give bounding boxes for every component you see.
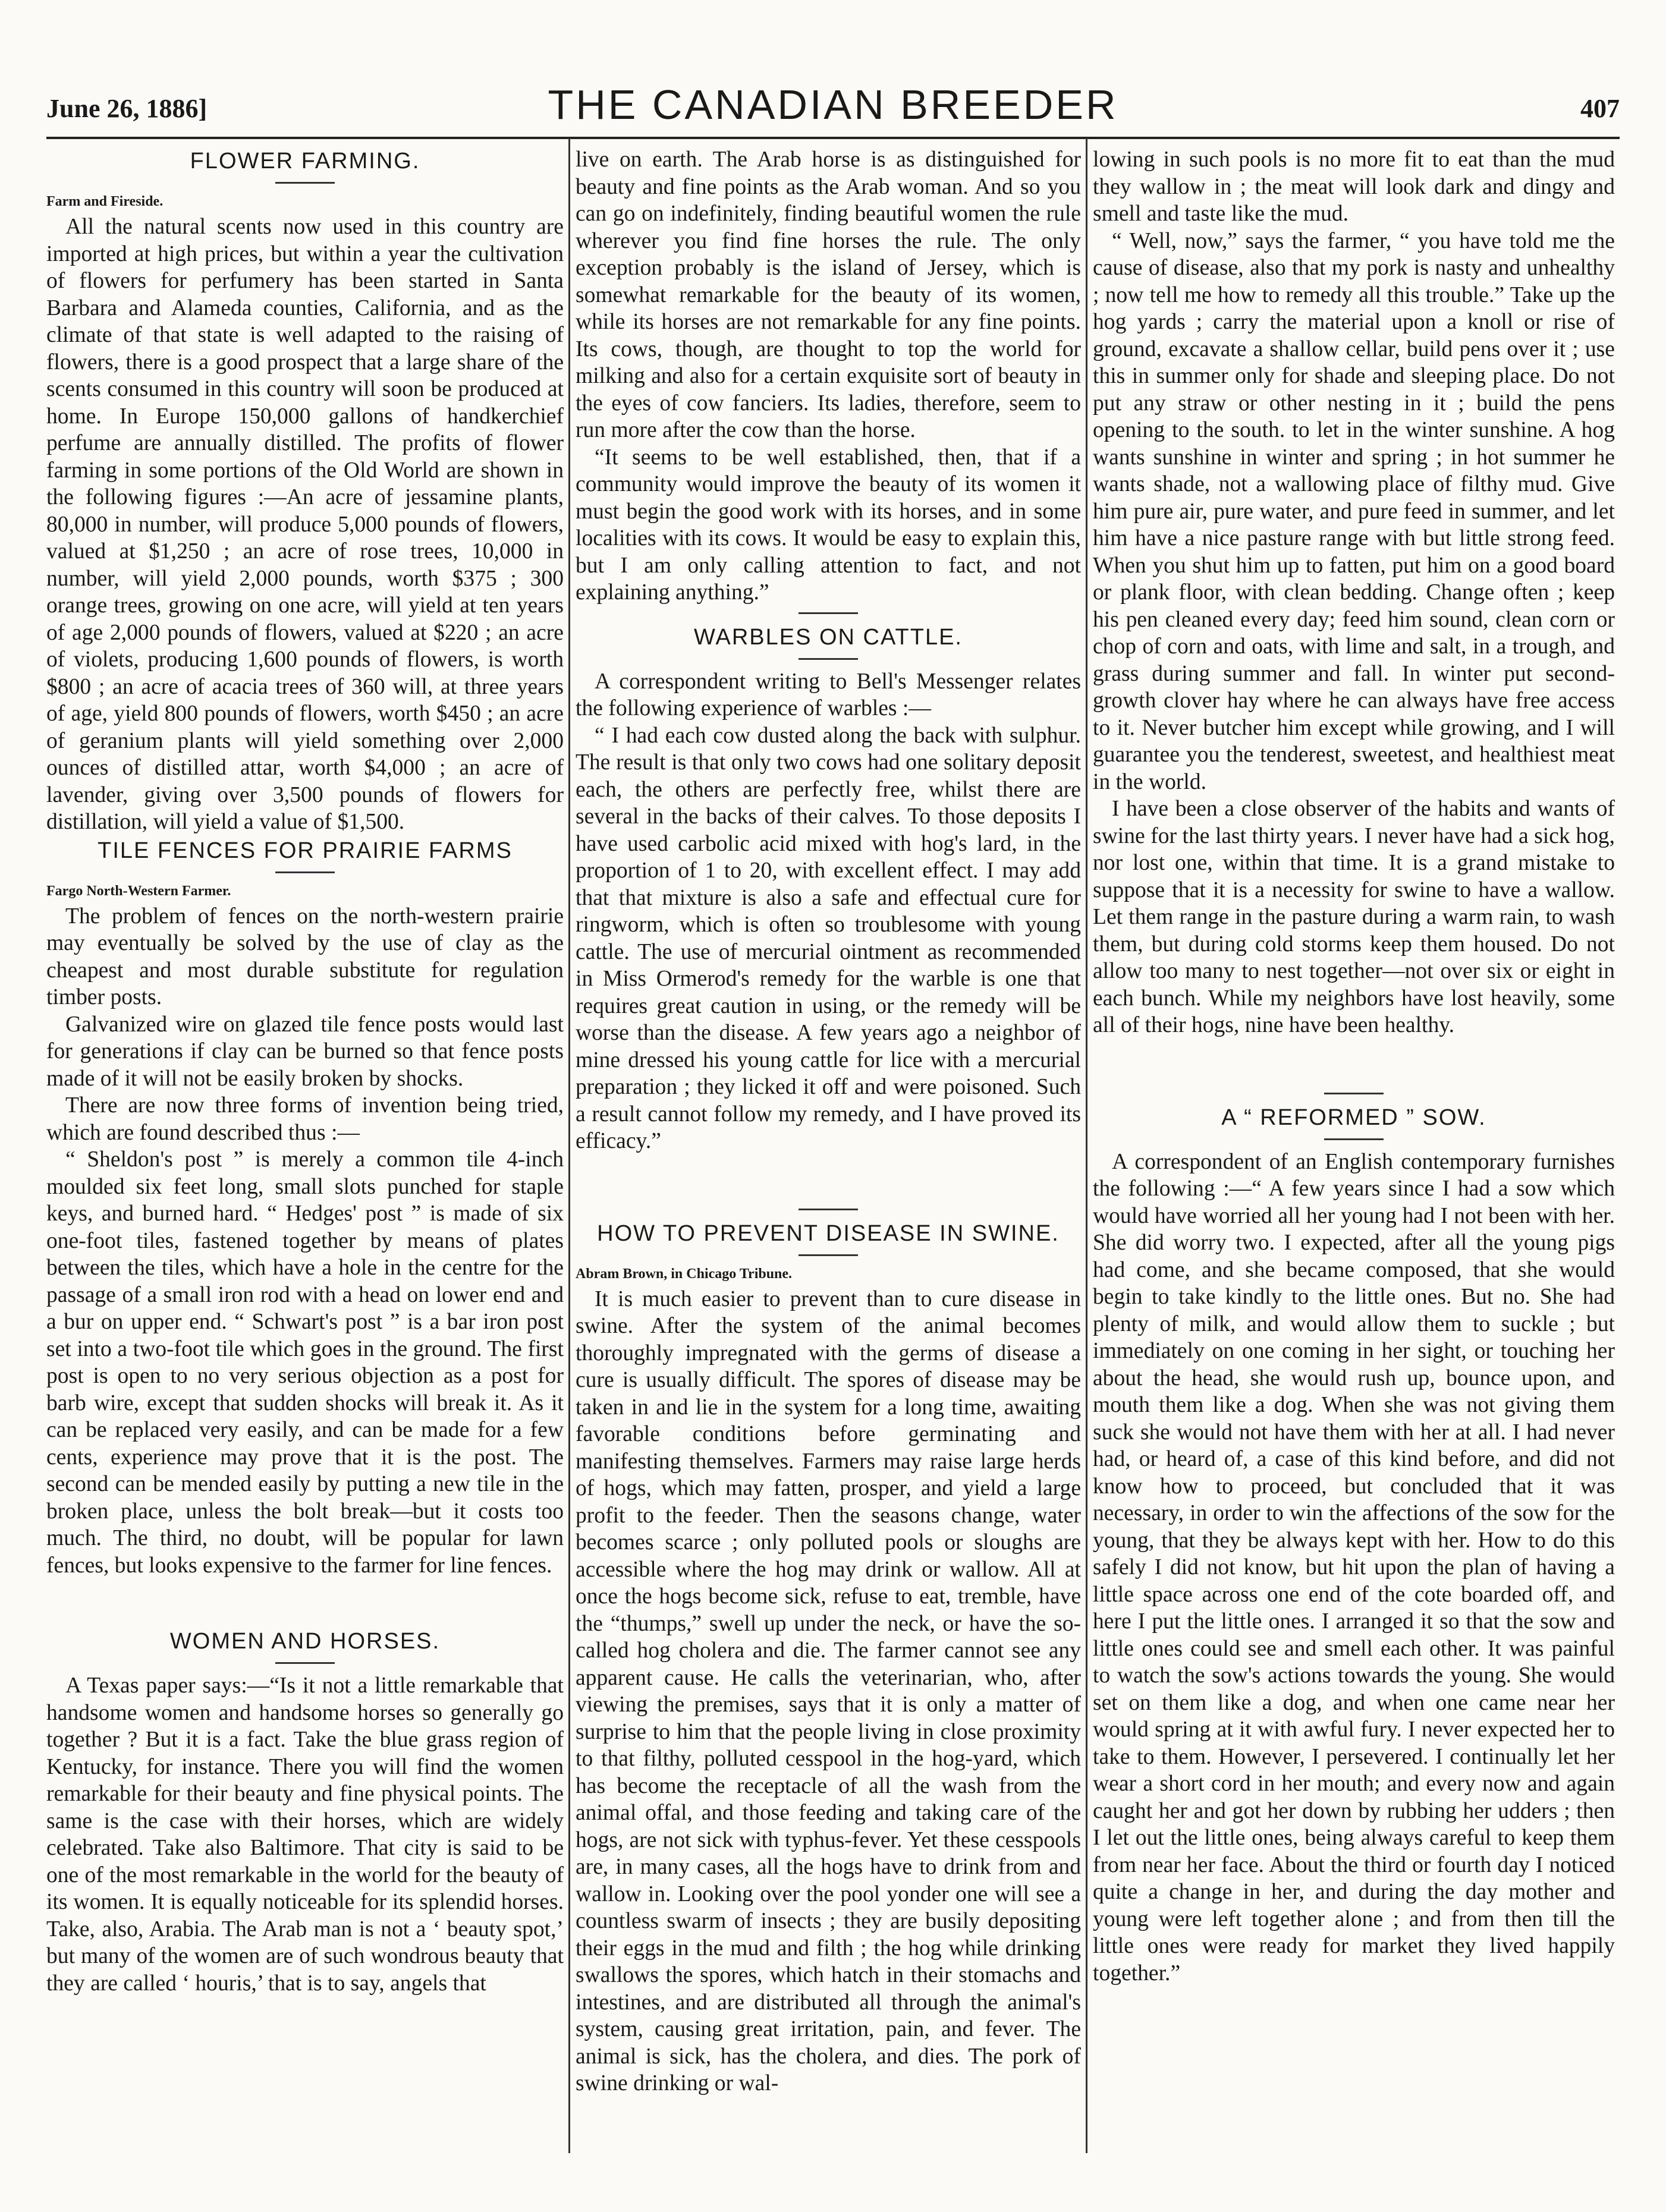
column-divider (1086, 138, 1087, 2153)
article-paragraph: lowing in such pools is no more fit to eat than the mud they wallow in ; the meat will look dark and dingy and smell and taste like the mud. (1093, 147, 1615, 226)
section-rule (799, 658, 858, 660)
article-headline: HOW TO PREVENT DISEASE IN SWINE. (597, 1220, 1060, 1246)
spacer (576, 1155, 1081, 1203)
page-number: 407 (1580, 94, 1620, 123)
article-source: Fargo North-Western Farmer. (46, 883, 231, 899)
column-2 (576, 146, 1081, 2156)
article-paragraph: I have been a close observer of the habits and wants of swine for the last thirty years. I never have had a sick hog, nor lost one, within that time. It is a grand mistake to suppose that it is a necessity for swine to have a wallow. Let them range in the pasture during a warm rain, to wash them, but during cold storms keep them housed. Do not allow too many to nest together—not over six or eight in each bunch. While my neighbors have lost heavily, some all of their hogs, nine have been healthy. (1093, 797, 1615, 1037)
article-paragraph: “ Sheldon's post ” is merely a common tile 4-inch moulded six feet long, small slots punched for staple keys, and burned hard. “ Hedges' post ” is made of six one-foot tiles, fastened together by means of plates between the tiles, which have a hole in the centre for the passage of a small iron rod with a head on lower end and a bur on upper end. “ Schwart's post ” is a bar iron post set into a two-foot tile which goes in the ground. The first post is open to no very serious objection as a post for barb wire, except that sudden shocks will break it. As it can be replaced very easily, and can be made for a few cents, experience may prove that it is the post. The second can be mended easily by putting a new tile in the broken place, unless the bolt break—but it costs too much. The third, no doubt, will be popular for lawn fences, but looks expensive to the farmer for line fences. (46, 1147, 564, 1578)
column-1 (46, 146, 564, 2156)
article-source: Farm and Fireside. (46, 194, 164, 209)
section-rule (799, 1209, 858, 1210)
article-paragraph: A correspondent of an English contemporary furnishes the following :—“ A few years since I had a sow which would have worried all her young had I not been with her. She did worry two. I expected, after all the young pigs had come, and she became composed, that she would begin to take kindly to the little ones. But no. She had plenty of milk, and would allow them to suckle ; but immediately on one coming in her sight, or touching her about the head, she would rush up, bounce upon, and mouth them like a dog. When she was not giving them suck she would not have them with her at all. I had never had, or heard of, a case of this kind before, and did not know how to proceed, but concluded that it was necessary, in order to win the affections of the sow for the young, that they be always kept with her. How to do this safely I did not know, but hit upon the plan of having a little space across one end of the cote boarded off, and here I put the little ones. I arranged it so that the sow and little ones could see and smell each other. It was painful to watch the sow's actions towards the young. She would set on them like a dog, and when one came near her would spring at it with awful fury. I never expected her to take to them. However, I persevered. I continually let her wear a short cord in her mouth; and every now and again caught her and got her down by rubbing her udders ; then I let out the little ones, being always careful to keep them from near her face. About the third or fourth day I noticed quite a change in her, and during the day mother and young were left together alone ; and from then till the little ones were ready for market they lived happily together.” (1093, 1149, 1615, 1986)
masthead (46, 67, 1620, 139)
article-paragraph: “ Well, now,” says the farmer, “ you have told me the cause of disease, also that my pork is nasty and unhealthy ; now tell me how to remedy all this trouble.” Take up the hog yards ; carry the material upon a knoll or rise of ground, excavate a shallow cellar, build pens over it ; use this in summer only for shade and sleeping place. Do not put any straw or other nesting in it ; build the pens opening to the south. to let in the winter sunshine. A hog wants sunshine in winter and spring ; in hot summer he wants shade, not a wallowing place of filthy mud. Give him pure air, pure water, and pure feed in summer, and let him have a nice pasture range with but little strong feed. When you shut him up to fatten, put him on a good board or plank floor, with clean bedding. Change often ; keep his pen cleaned every day; feed him sound, clean corn or chop of corn and oats, with lime and salt, in a trough, and grass during summer and fall. In winter put second-growth clover hay where he can always have free access to it. Never butcher him except while growing, and I will guarantee you the tenderest, sweetest, and healthiest meat in the world. (1093, 228, 1615, 794)
section-rule (275, 871, 335, 873)
article-paragraph: The problem of fences on the north-western prairie may eventually be solved by the use of clay as the cheapest and most durable substitute for regulation timber posts. (46, 904, 564, 1009)
article-paragraph: “It seems to be well established, then, that if a community would improve the beauty of its women it must begin the good work with its horses, and in some localities with its cows. It would be easy to explain this, but I am only calling attention to fact, and not explaining anything.” (576, 445, 1081, 605)
spacer (1093, 1039, 1615, 1087)
column-3 (1093, 146, 1615, 2156)
spacer (46, 1579, 564, 1626)
article-headline: A “ REFORMED ” SOW. (1221, 1105, 1486, 1130)
section-rule (275, 182, 335, 184)
article-paragraph: “ I had each cow dusted along the back with sulphur. The result is that only two cows had one solitary deposit each, the others are perfectly free, whilst there are several in the backs of their calves. To those deposits I have used carbolic acid mixed with hog's lard, in the proportion of 1 to 20, with excellent effect. I may add that that mixture is also a safe and effectual cure for ringworm, which is often so troublesome with young cattle. The use of mercurial ointment as recommended in Miss Ormerod's remedy for the warble is one that requires great caution in using, or the remedy will be worse than the disease. A few years ago a neighbor of mine dressed his young cattle for lice with a mercurial preparation ; they licked it off and were poisoned. Such a result cannot follow my remedy, and I have proved its efficacy.” (576, 723, 1081, 1153)
section-rule (799, 612, 858, 614)
article-paragraph: A correspondent writing to Bell's Messenger relates the following experience of warbles :— (576, 669, 1081, 720)
article-paragraph: All the natural scents now used in this country are imported at high prices, but within a year the cultivation of flowers for perfumery has been started in Santa Barbara and Alameda counties, California, and as the climate of that state is well adapted to the raising of flowers, there is a good prospect that a large share of the scents consumed in this country will soon be produced at home. In Europe 150,000 gallons of handkerchief perfume are annually distilled. The profits of flower farming in some portions of the Old World are shown in the following figures :—An acre of jessamine plants, 80,000 in number, will produce 5,000 pounds of flowers, valued at $1,250 ; an acre of rose trees, 10,000 in number, will yield 2,000 pounds, worth $375 ; 300 orange trees, growing on one acre, will yield at ten years of age 2,000 pounds of flowers, valued at $220 ; an acre of violets, producing 1,600 pounds of flowers, is worth $800 ; an acre of acacia trees of 360 will, at three years of age, yield 800 pounds of flowers, worth $450 ; an acre of geranium plants will yield something over 2,000 ounces of distilled attar, worth $4,000 ; an acre of lavender, giving over 3,500 pounds of flowers for distillation, will yield a value of $1,500. (46, 215, 564, 834)
article-source: Abram Brown, in Chicago Tribune. (576, 1266, 793, 1282)
section-rule (799, 1254, 858, 1256)
section-rule (275, 1662, 335, 1664)
article-paragraph: It is much easier to prevent than to cure disease in swine. After the system of the animal becomes thoroughly impregnated with the germs of disease a cure is usually difficult. The spores of disease may be taken in and lie in the system for a long time, awaiting favorable conditions before germinating and manifesting themselves. Farmers may raise large herds of hogs, which may fatten, prosper, and yield a large profit to the feeder. Then the seasons change, water becomes scarce ; only polluted pools or sloughs are accessible where the hog may drink or wallow. All at once the hogs become sick, refuse to eat, tremble, have the “thumps,” swell up under the neck, or have the so-called hog cholera and die. The farmer cannot see any apparent cause. He calls the veterinarian, who, after viewing the premises, says that it is only a matter of surprise to him that the people living in close proximity to that filthy, polluted cesspool in the hog-yard, which has become the receptacle of all the wash from the animal offal, and those feeding and taking care of the hogs, are not sick with typhus-fever. Yet these cesspools are, in many cases, all the hogs have to drink from and wallow in. Looking over the pool yonder one will see a countless swarm of insects ; they are busily depositing their eggs in the mud and filth ; the hog while drinking swallows the spores, which hatch in their stomachs and intestines, and are distributed all through the animal's system, causing great irritation, pain, and fever. The animal is sick, has the cholera, and dies. The pork of swine drinking or wal- (576, 1286, 1081, 2095)
article-headline: WARBLES ON CATTLE. (694, 624, 963, 650)
section-rule (1324, 1138, 1384, 1140)
article-paragraph: Galvanized wire on glazed tile fence posts would last for generations if clay can be burned so that fence posts made of it will not be easily broken by shocks. (46, 1012, 564, 1091)
issue-date: June 26, 1886] (46, 94, 208, 123)
section-rule (1324, 1093, 1384, 1094)
column-divider (568, 138, 570, 2153)
article-paragraph: A Texas paper says:—“Is it not a little remarkable that handsome women and handsome horses so generally go together ? But it is a fact. Take the blue grass region of Kentucky, for instance. There you will find the women remarkable for their beauty and fine physical points. The same is the case with their horses, which are widely celebrated. Take also Baltimore. That city is said to be one of the most remarkable in the world for the beauty of its women. It is equally noticeable for its splendid horses. Take, also, Arabia. The Arab man is not a ‘ beauty spot,’ but many of the women are of such wondrous beauty that they are called ‘ houris,’ that is to say, angels that (46, 1673, 564, 1996)
newspaper-title: THE CANADIAN BREEDER (548, 81, 1118, 128)
article-headline: TILE FENCES FOR PRAIRIE FARMS (98, 838, 513, 863)
article-headline: WOMEN AND HORSES. (169, 1629, 441, 1654)
article-headline: FLOWER FARMING. (190, 149, 420, 174)
article-paragraph: There are now three forms of invention being tried, which are found described thus :— (46, 1093, 564, 1145)
article-paragraph: live on earth. The Arab horse is as distinguished for beauty and fine points as the Arab woman. And so you can go on indefinitely, finding beautiful women the rule wherever you find fine horses the rule. The only exception probably is the island of Jersey, which is somewhat remarkable for the beauty of its women, while its horses are not remarkable for any fine points. Its cows, though, are thought to top the world for milking and also for a certain exquisite sort of beauty in the eyes of cow fanciers. Its ladies, therefore, seem to run more after the cow than the horse. (576, 147, 1081, 442)
